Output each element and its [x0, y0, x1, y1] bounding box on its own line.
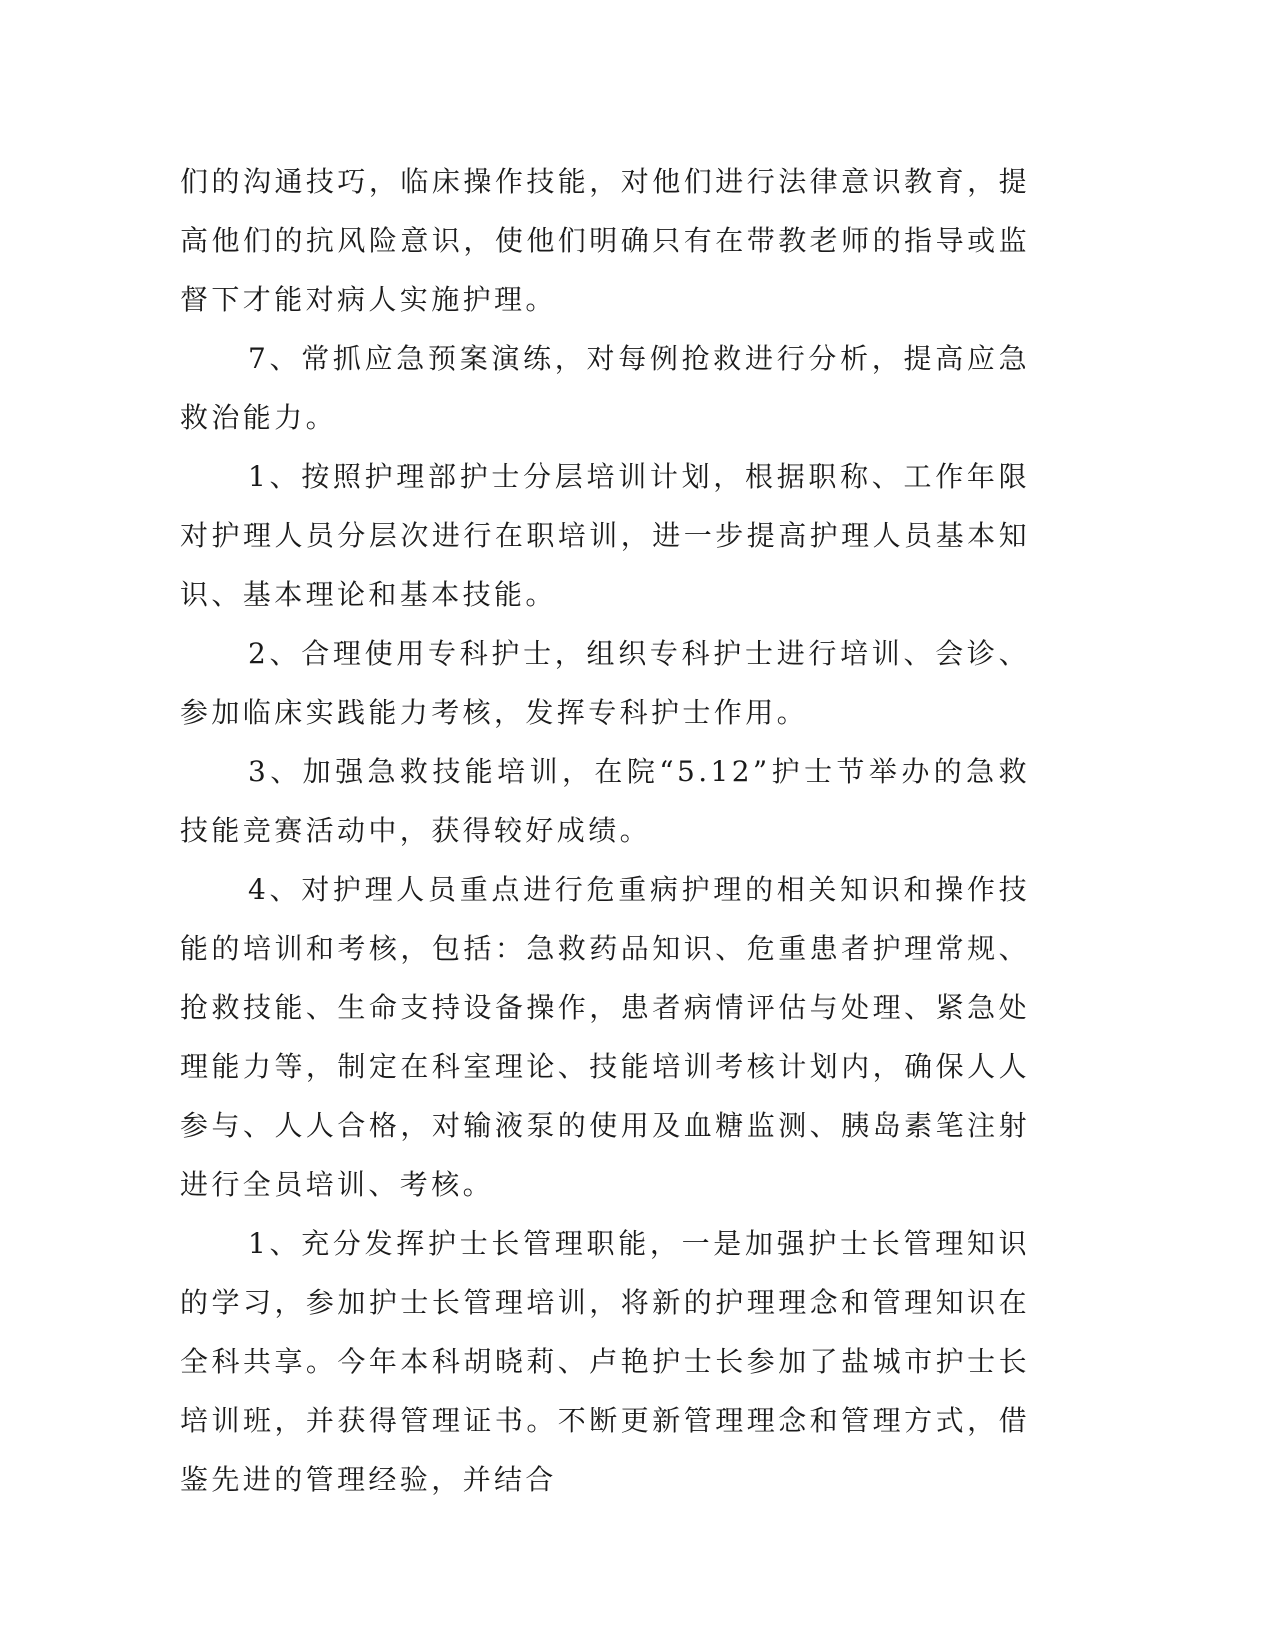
- document-body: [180, 152, 1030, 1509]
- paragraph-head-nurse-management: 1、充分发挥护士长管理职能，一是加强护士长管理知识的学习，参加护士长管理培训，将新的护理理念和管理知识在全科共享。今年本科胡晓莉、卢艳护士长参加了盐城市护士长培训班，并获得管理证书。不断更新管理理念和管理方式，借鉴先进的管理经验，并结合: [180, 1227, 1030, 1496]
- paragraph-emergency-drill: 7、常抓应急预案演练，对每例抢救进行分析，提高应急救治能力。: [180, 342, 1030, 434]
- paragraph-specialist-nurses: 2、合理使用专科护士，组织专科护士进行培训、会诊、参加临床实践能力考核，发挥专科护士作用。: [180, 637, 1030, 729]
- paragraph-first-aid-training: 3、加强急救技能培训，在院“5.12”护士节举办的急救技能竞赛活动中，获得较好成绩。: [180, 755, 1030, 847]
- paragraph-continuation: 们的沟通技巧，临床操作技能，对他们进行法律意识教育，提高他们的抗风险意识，使他们明确只有在带教老师的指导或监督下才能对病人实施护理。: [180, 165, 1030, 316]
- paragraph-layered-training: 1、按照护理部护士分层培训计划，根据职称、工作年限对护理人员分层次进行在职培训，进一步提高护理人员基本知识、基本理论和基本技能。: [180, 460, 1030, 611]
- paragraph-critical-care-training: 4、对护理人员重点进行危重病护理的相关知识和操作技能的培训和考核，包括：急救药品知识、危重患者护理常规、抢救技能、生命支持设备操作，患者病情评估与处理、紧急处理能力等，制定在科室理论、技能培训考核计划内，确保人人参与、人人合格，对输液泵的使用及血糖监测、胰岛素笔注射进行全员培训、考核。: [180, 873, 1030, 1201]
